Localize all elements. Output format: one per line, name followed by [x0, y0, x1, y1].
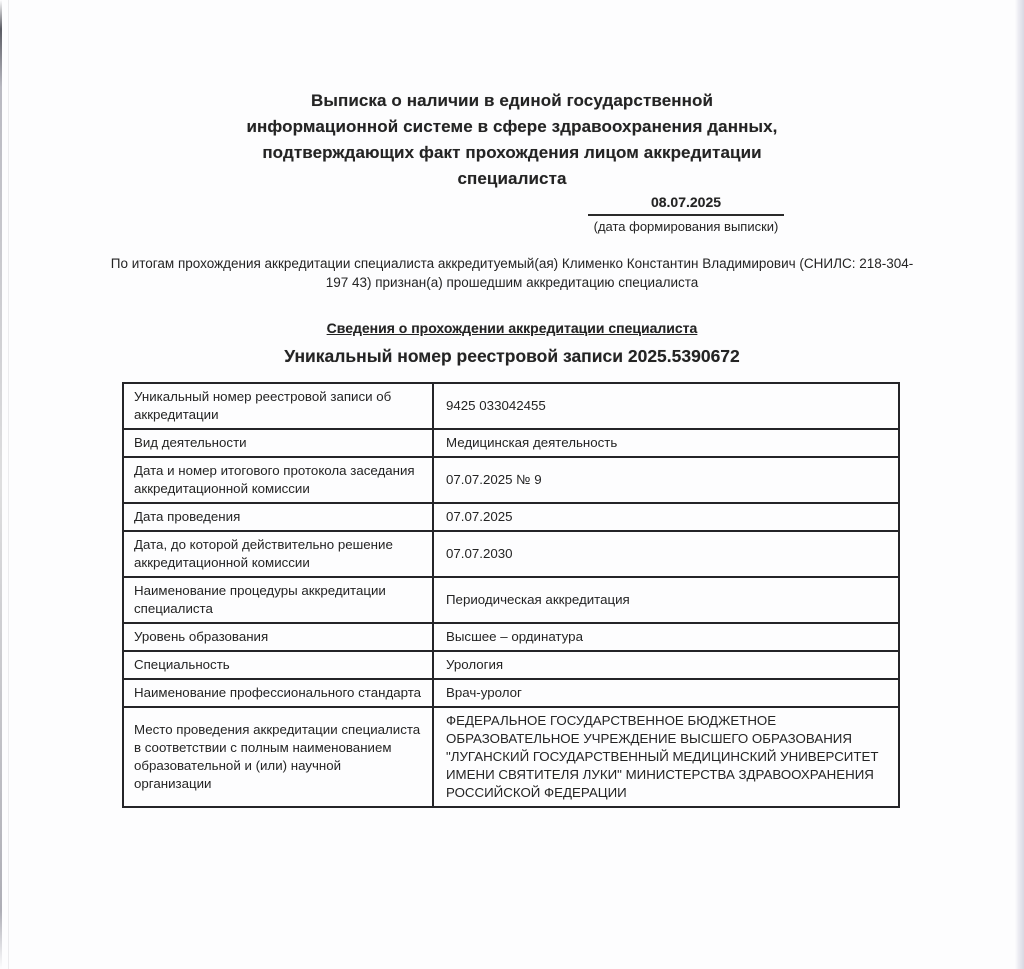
- document-title: Выписка о наличии в единой государственной информационной системе в сфере здравоохранения данных, подтверждающих факт прохождения лицом аккредитации специалиста: [246, 91, 778, 188]
- row-value: Периодическая аккредитация: [433, 577, 899, 623]
- row-label: Наименование профессионального стандарта: [123, 679, 433, 707]
- issue-date-block: [588, 194, 784, 234]
- row-value: Медицинская деятельность: [433, 429, 899, 457]
- table-row: [123, 651, 899, 679]
- row-value: 07.07.2025 № 9: [433, 457, 899, 503]
- row-label: Дата, до которой действительно решение аккредитационной комиссии: [123, 531, 433, 577]
- photo-right-edge-band: [1015, 0, 1024, 969]
- registry-number-heading: Уникальный номер реестровой записи 2025.5390672: [284, 346, 740, 366]
- table-row: [123, 623, 899, 651]
- row-label: Специальность: [123, 651, 433, 679]
- row-value: 9425 033042455: [433, 383, 899, 429]
- row-label: Место проведения аккредитации специалиста в соответствии с полным наименованием образовательной и (или) научной организации: [123, 707, 433, 807]
- row-value: Высшее – ординатура: [433, 623, 899, 651]
- intro-paragraph: По итогам прохождения аккредитации специалиста аккредитуемый(ая) Клименко Константин Владимирович (СНИЛС: 218-304-197 43) признан(а) прошедшим аккредитацию специалиста: [110, 256, 914, 290]
- row-value: Врач-уролог: [433, 679, 899, 707]
- row-label: Наименование процедуры аккредитации специалиста: [123, 577, 433, 623]
- row-label: Уровень образования: [123, 623, 433, 651]
- row-value: Урология: [433, 651, 899, 679]
- table-row: [123, 457, 899, 503]
- row-label: Вид деятельности: [123, 429, 433, 457]
- page-margin-line: [8, 0, 9, 969]
- accreditation-table: [122, 382, 900, 808]
- table-row: [123, 531, 899, 577]
- section-heading: Сведения о прохождении аккредитации специалиста: [326, 320, 698, 336]
- issue-date: 08.07.2025: [588, 194, 784, 216]
- table-row: [123, 503, 899, 531]
- row-value: ФЕДЕРАЛЬНОЕ ГОСУДАРСТВЕННОЕ БЮДЖЕТНОЕ ОБРАЗОВАТЕЛЬНОЕ УЧРЕЖДЕНИЕ ВЫСШЕГО ОБРАЗОВАНИЯ "ЛУГАНСКИЙ ГОСУДАРСТВЕННЫЙ МЕДИЦИНСКИЙ УНИВЕРСИТЕТ ИМЕНИ СВЯТИТЕЛЯ ЛУКИ" МИНИСТЕРСТВА ЗДРАВООХРАНЕНИЯ РОССИЙСКОЙ ФЕДЕРАЦИИ: [433, 707, 899, 807]
- row-label: Уникальный номер реестровой записи об аккредитации: [123, 383, 433, 429]
- row-label: Дата проведения: [123, 503, 433, 531]
- row-value: 07.07.2025: [433, 503, 899, 531]
- row-label: Дата и номер итогового протокола заседания аккредитационной комиссии: [123, 457, 433, 503]
- table-row: [123, 707, 899, 807]
- table-row: [123, 383, 899, 429]
- table-row: [123, 577, 899, 623]
- table-row: [123, 429, 899, 457]
- photo-left-edge-line: [0, 0, 2, 969]
- row-value: 07.07.2030: [433, 531, 899, 577]
- issue-date-caption: (дата формирования выписки): [593, 219, 779, 234]
- table-row: [123, 679, 899, 707]
